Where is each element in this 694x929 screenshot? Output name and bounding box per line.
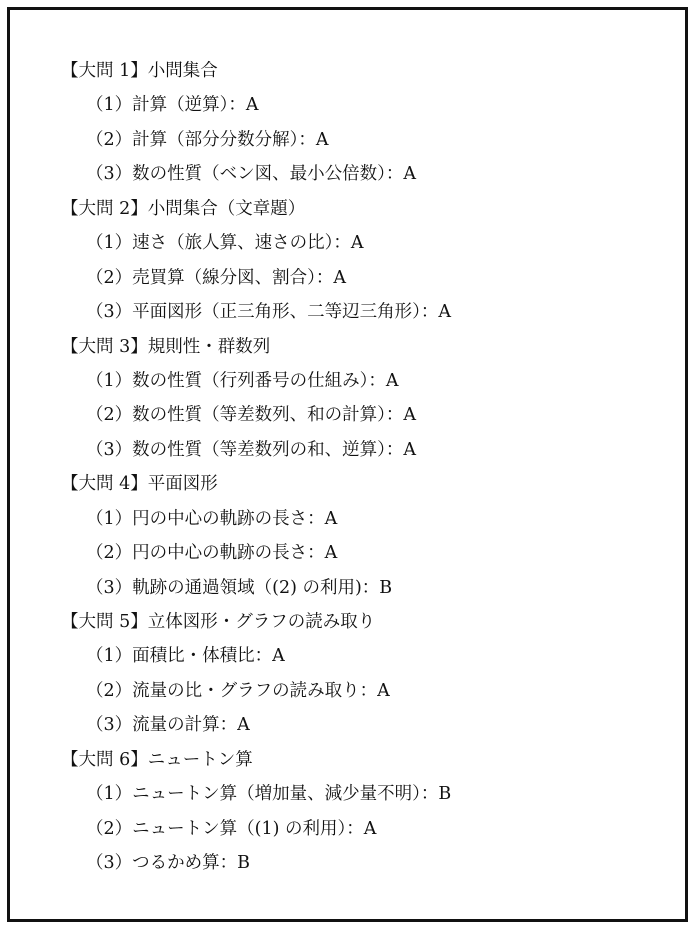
question-item: （2）数の性質（等差数列、和の計算）：A xyxy=(86,405,417,426)
question-item: （1）数の性質（行列番号の仕組み）：A xyxy=(86,370,399,391)
question-item: （2）円の中心の軌跡の長さ：A xyxy=(86,543,338,564)
question-item: （1）面積比・体積比：A xyxy=(86,646,285,667)
question-item: （2）流量の比・グラフの読み取り：A xyxy=(86,680,390,701)
section-heading: 【大問 3】規則性・群数列 xyxy=(61,336,271,357)
section-6 xyxy=(61,743,661,881)
section-5 xyxy=(61,605,661,743)
section-3 xyxy=(61,330,661,468)
question-item: （1）計算（逆算）：A xyxy=(86,95,259,116)
question-item: （3）つるかめ算：B xyxy=(86,853,250,874)
section-heading: 【大問 6】ニュートン算 xyxy=(61,749,253,770)
document-frame xyxy=(7,7,688,922)
problem-list xyxy=(61,54,661,881)
question-item: （1）ニュートン算（増加量、減少量不明）：B xyxy=(86,784,452,805)
question-item: （2）計算（部分分数分解）：A xyxy=(86,129,329,150)
question-item: （2）ニュートン算（(1) の利用）：A xyxy=(86,818,377,839)
section-4 xyxy=(61,467,661,605)
question-item: （1）速さ（旅人算、速さの比）：A xyxy=(86,233,364,254)
question-item: （3）平面図形（正三角形、二等辺三角形）：A xyxy=(86,302,452,323)
question-item: （2）売買算（線分図、割合）：A xyxy=(86,267,347,288)
question-item: （3）軌跡の通過領域（(2) の利用)：B xyxy=(86,577,393,598)
section-2 xyxy=(61,192,661,330)
section-1 xyxy=(61,54,661,192)
section-heading: 【大問 5】立体図形・グラフの読み取り xyxy=(61,612,376,632)
question-item: （3）数の性質（ベン図、最小公倍数）：A xyxy=(86,164,417,185)
question-item: （1）円の中心の軌跡の長さ：A xyxy=(86,508,338,529)
section-heading: 【大問 4】平面図形 xyxy=(61,474,218,495)
section-heading: 【大問 1】小問集合 xyxy=(61,61,218,81)
section-heading: 【大問 2】小問集合（文章題） xyxy=(61,198,306,219)
question-item: （3）数の性質（等差数列の和、逆算）：A xyxy=(86,439,417,460)
question-item: （3）流量の計算：A xyxy=(86,715,250,736)
